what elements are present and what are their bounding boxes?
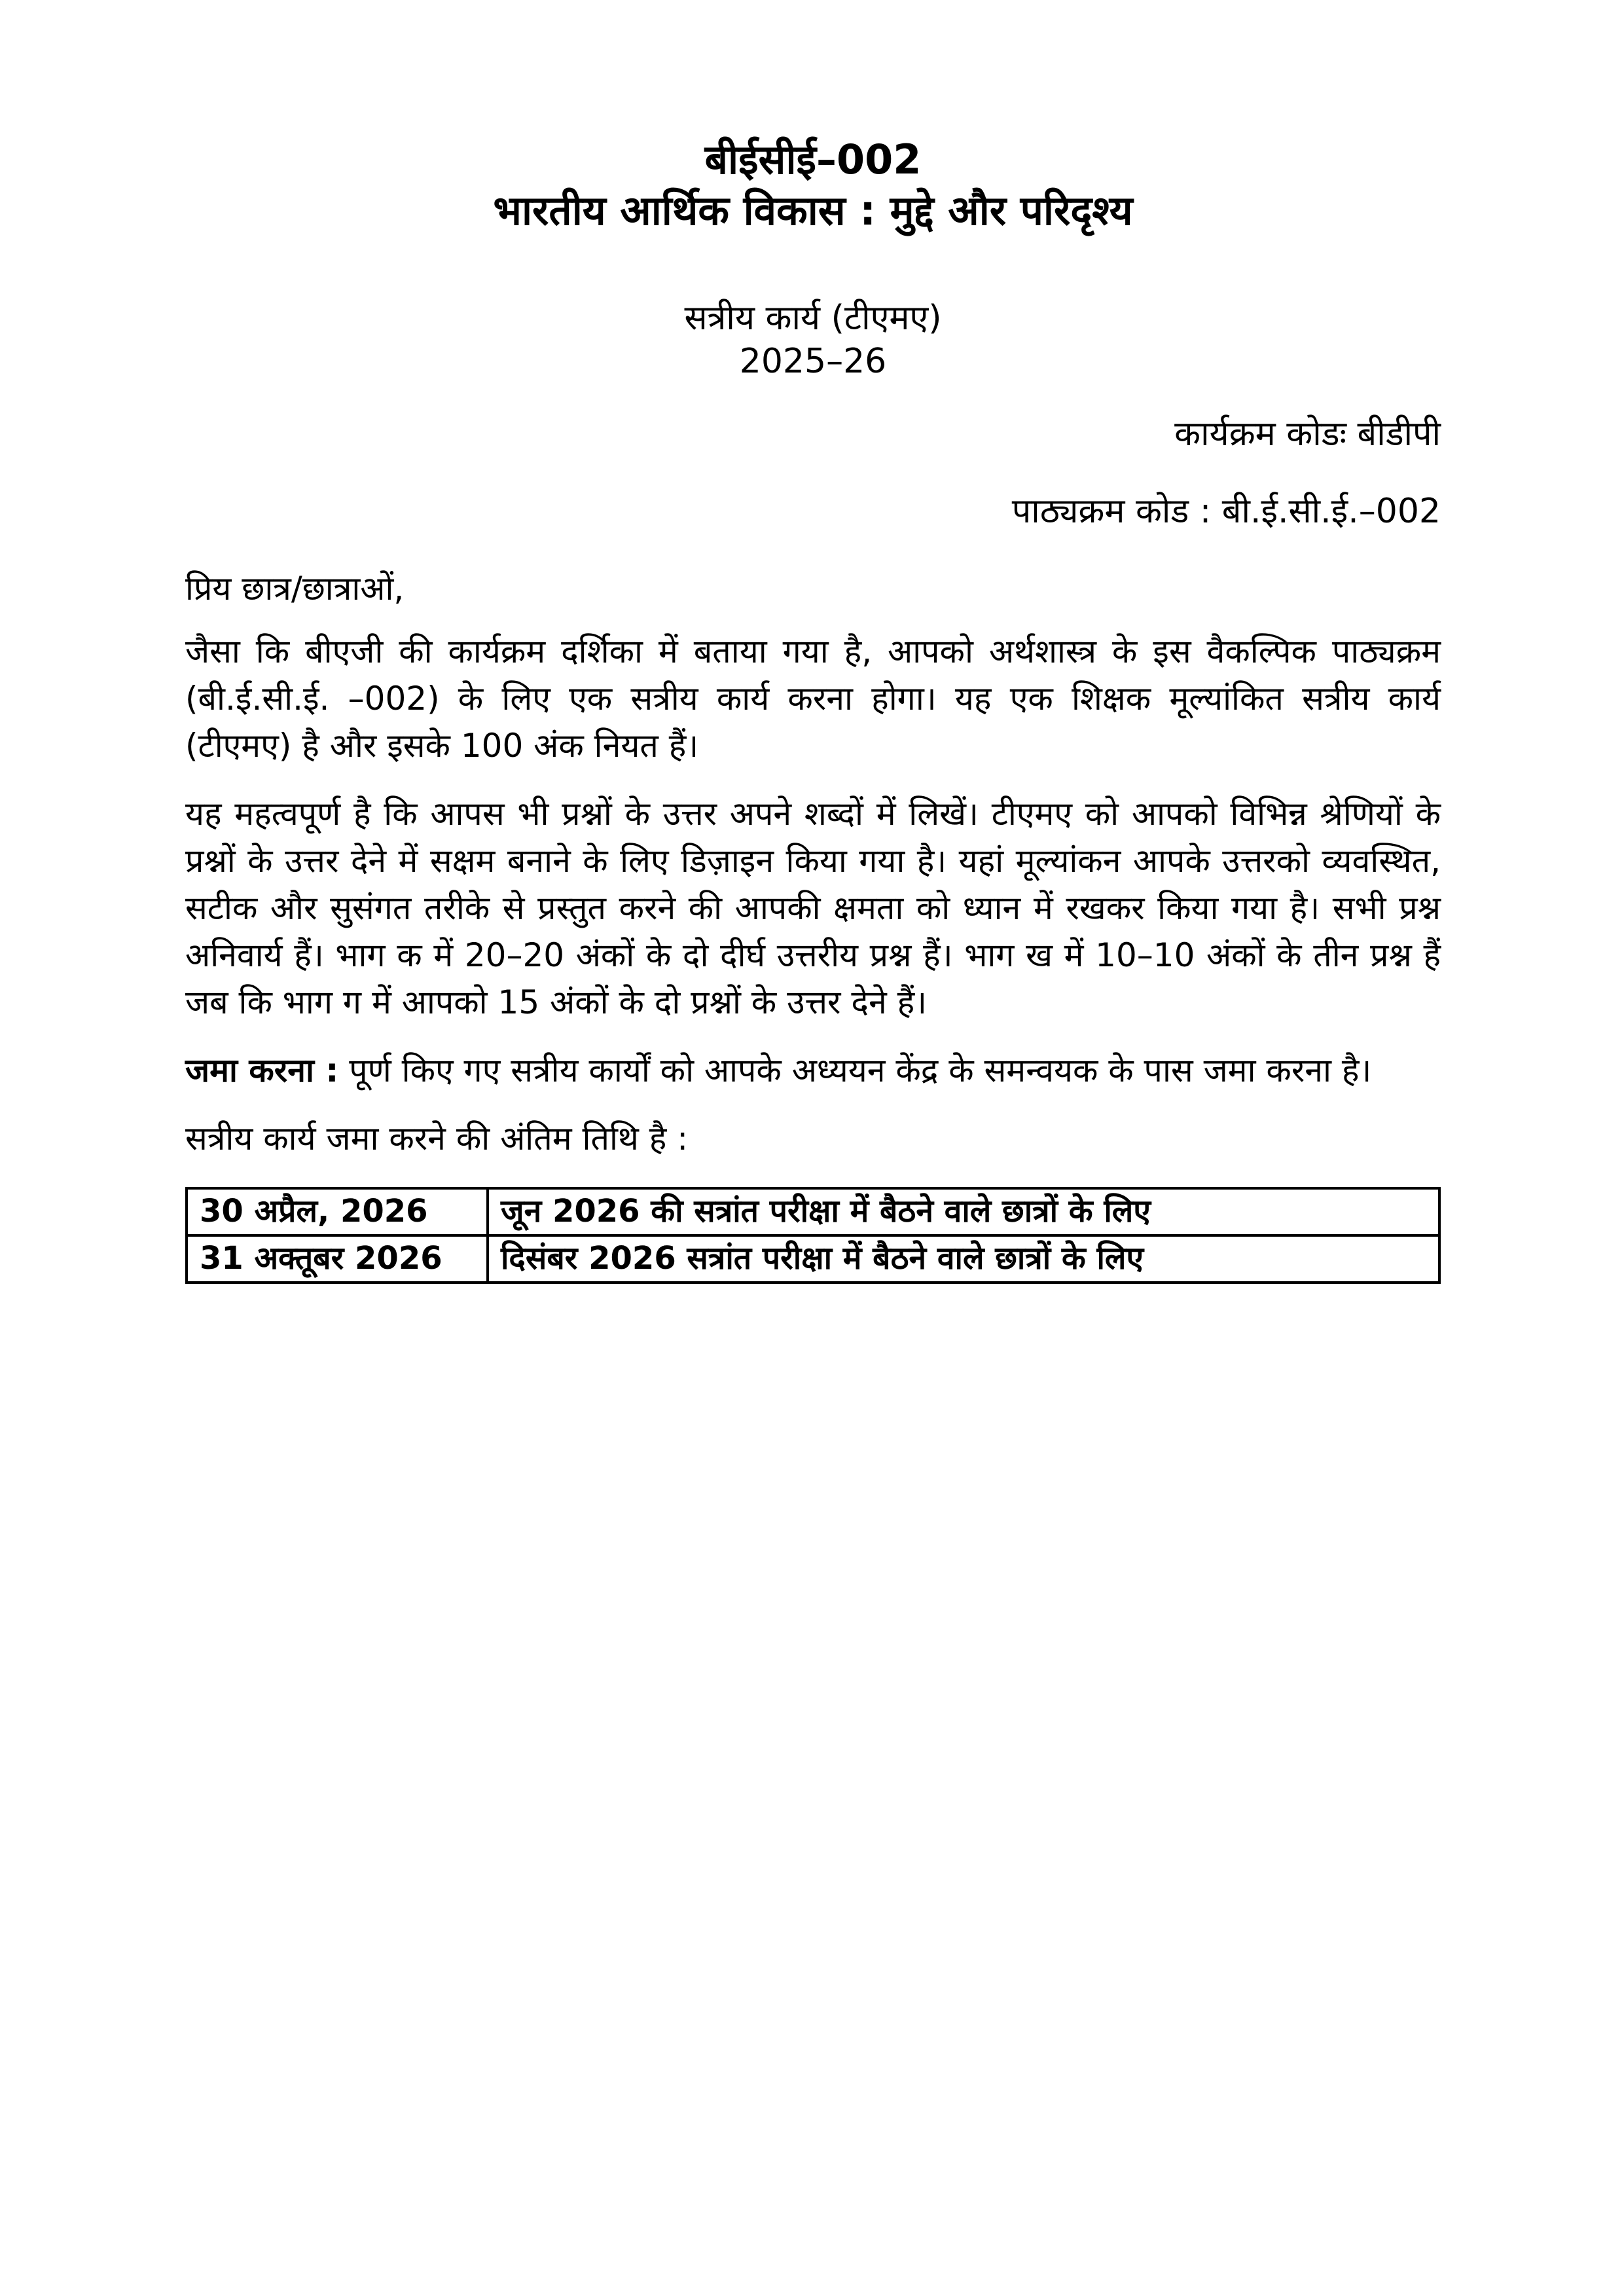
deadline-table (185, 1187, 1441, 1284)
course-code-line: पाठ्यक्रम कोड : बी.ई.सी.ई.–002 (1011, 492, 1441, 531)
salutation: प्रिय छात्र/छात्राओं, (185, 570, 405, 608)
program-code-line: कार्यक्रम कोडः बीडीपी (1174, 414, 1441, 454)
submission-label: जमा करना : (185, 1051, 339, 1089)
submission-paragraph (185, 1047, 1441, 1094)
deadline-date-cell: 31 अक्तूबर 2026 (187, 1235, 488, 1283)
instructions-paragraph: यह महत्वपूर्ण है कि आपस भी प्रश्नों के उत्तर अपने शब्दों में लिखें। टीएमए को आपको विभिन्न श्रेणियों के प्रश्नों के उत्तर देने में सक्षम बनाने के लिए डिज़ाइन किया गया है। यहां मूल्यांकन आपके उत्तरको व्यवस्थित, सटीक और सुसंगत तरीके से प्रस्तुत करने की आपकी क्षमता को ध्यान में रखकर किया गया है। सभी प्रश्न अनिवार्य हैं। भाग क में 20–20 अंकों के दो दीर्घ उत्तरीय प्रश्न हैं। भाग ख में 10–10 अंकों के तीन प्रश्न हैं जब कि भाग ग में आपको 15 अंकों के दो प्रश्नों के उत्तर देने हैं। (185, 795, 1441, 1021)
course-name-title: भारतीय आर्थिक विकास : मुद्दे और परिदृश्य (493, 187, 1133, 234)
table-row (187, 1188, 1439, 1235)
submission-text: पूर्ण किए गए सत्रीय कार्यों को आपके अध्ययन केंद्र के समन्वयक के पास जमा करना है। (349, 1051, 1372, 1089)
title-block (185, 134, 1441, 236)
session-block (185, 297, 1441, 383)
deadline-intro: सत्रीय कार्य जमा करने की अंतिम तिथि है : (185, 1120, 689, 1157)
deadline-description-cell: जून 2026 की सत्रांत परीक्षा में बैठने वाले छात्रों के लिए (488, 1188, 1439, 1235)
assignment-type-line: सत्रीय कार्य (टीएमए) (684, 299, 942, 338)
session-year-line: 2025–26 (739, 342, 887, 381)
intro-paragraph: जैसा कि बीएजी की कार्यक्रम दर्शिका में बताया गया है, आपको अर्थशास्त्र के इस वैकल्पिक पाठ्यक्रम (बी.ई.सी.ई. –002) के लिए एक सत्रीय कार्य करना होगा। यह एक शिक्षक मूल्यांकित सत्रीय कार्य (टीएमए) है और इसके 100 अंक नियत हैं। (185, 632, 1441, 765)
deadline-date-cell: 30 अप्रैल, 2026 (187, 1188, 488, 1235)
course-code-title: बीईसीई–002 (704, 136, 922, 183)
table-row (187, 1235, 1439, 1283)
deadline-description-cell: दिसंबर 2026 सत्रांत परीक्षा में बैठने वाले छात्रों के लिए (488, 1235, 1439, 1283)
